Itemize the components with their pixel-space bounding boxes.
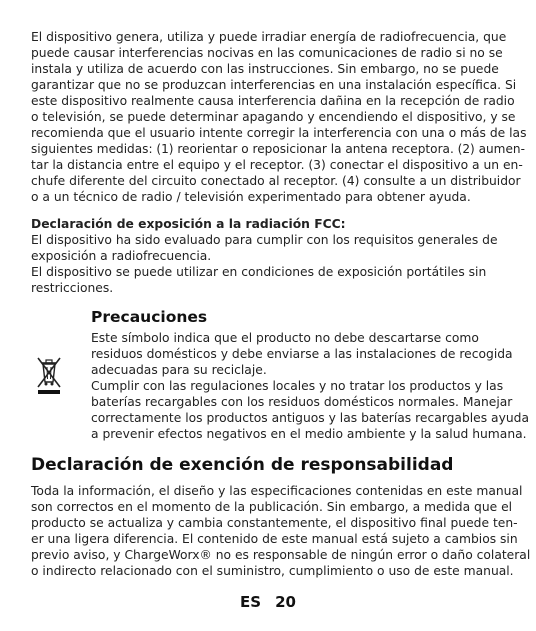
intro-line: este dispositivo realmente causa interferencia dañina en la recepción de radio bbox=[31, 94, 515, 108]
disclaimer-line: producto se actualiza y cambia constantemente, el dispositivo final puede ten- bbox=[31, 516, 518, 530]
intro-line: El dispositivo genera, utiliza y puede irradiar energía de radiofrecuencia, que bbox=[31, 30, 507, 44]
precautions-line: Cumplir con las regulaciones locales y no tratar los productos y las bbox=[91, 379, 504, 393]
precautions-line: baterías recargables con los residuos domésticos normales. Manejar bbox=[91, 395, 513, 409]
precautions-line: Este símbolo indica que el producto no debe descartarse como bbox=[91, 331, 479, 345]
intro-line: garantizar que no se produzcan interferencias en una instalación específica. Si bbox=[31, 78, 517, 92]
precautions-line: a prevenir efectos negativos en el medio ambiente y la salud humana. bbox=[91, 427, 527, 441]
intro-line: puede causar interferencias nocivas en las comunicaciones de radio si no se bbox=[31, 46, 503, 60]
disclaimer-line: previo aviso, y ChargeWorx® no es responsable de ningún error o daño colateral bbox=[31, 548, 531, 562]
intro-line: recomienda que el usuario intente corregir la interferencia con una o más de las bbox=[31, 126, 527, 140]
weee-crossed-bin-icon bbox=[33, 355, 65, 395]
language-code: ES bbox=[240, 593, 262, 611]
page-number: 20 bbox=[275, 593, 296, 611]
intro-line: siguientes medidas: (1) reorientar o reposicionar la antena receptora. (2) aumen- bbox=[31, 142, 525, 156]
fcc-line: El dispositivo se puede utilizar en condiciones de exposición portátiles sin bbox=[31, 265, 487, 279]
intro-line: chufe diferente del circuito conectado al receptor. (4) consulte a un distribuidor bbox=[31, 174, 521, 188]
fcc-line: El dispositivo ha sido evaluado para cumplir con los requisitos generales de bbox=[31, 233, 498, 247]
precautions-line: residuos domésticos y debe enviarse a las instalaciones de recogida bbox=[91, 347, 513, 361]
intro-line: o televisión, se puede determinar apagando y encendiendo el dispositivo, y se bbox=[31, 110, 516, 124]
disclaimer-line: o indirecto relacionado con el suministro, cumplimiento o uso de este manual. bbox=[31, 564, 514, 578]
intro-line: tar la distancia entre el equipo y el receptor. (3) conectar el dispositivo a un en- bbox=[31, 158, 523, 172]
intro-line: instala y utiliza de acuerdo con las instrucciones. Sin embargo, no se puede bbox=[31, 62, 499, 76]
fcc-line: exposición a radiofrecuencia. bbox=[31, 249, 212, 263]
precautions-heading: Precauciones bbox=[91, 308, 208, 326]
precautions-line: correctamente los productos antiguos y las baterías recargables ayuda bbox=[91, 411, 530, 425]
disclaimer-line: son correctos en el momento de la publicación. Sin embargo, a medida que el bbox=[31, 500, 513, 514]
precautions-line: adecuadas para su reciclaje. bbox=[91, 363, 267, 377]
disclaimer-line: Toda la información, el diseño y las especificaciones contenidas en este manual bbox=[31, 484, 523, 498]
intro-line: o a un técnico de radio / televisión experimentado para obtener ayuda. bbox=[31, 190, 471, 204]
page-footer bbox=[0, 593, 536, 611]
disclaimer-line: er una ligera diferencia. El contenido de este manual está sujeto a cambios sin bbox=[31, 532, 518, 546]
disclaimer-heading: Declaración de exención de responsabilidad bbox=[31, 455, 454, 475]
fcc-heading: Declaración de exposición a la radiación FCC: bbox=[31, 217, 346, 231]
fcc-line: restricciones. bbox=[31, 281, 114, 295]
